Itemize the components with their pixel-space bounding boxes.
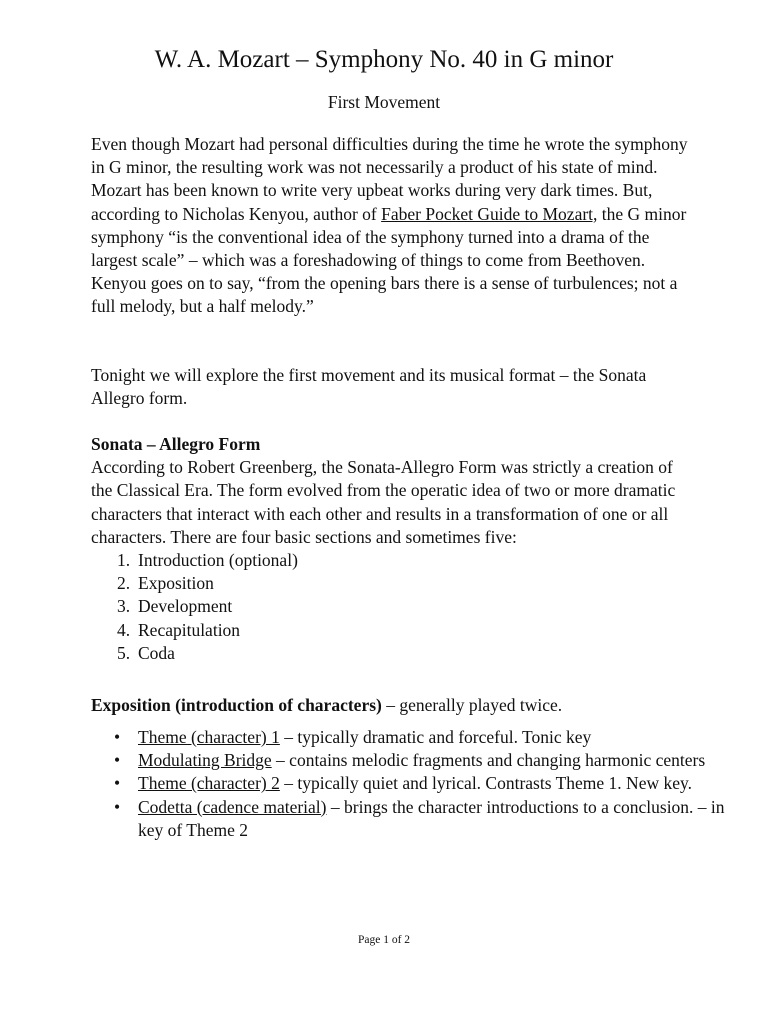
list-item [117, 619, 691, 642]
list-item [117, 572, 691, 595]
list-item [114, 726, 738, 749]
exposition-bullets [91, 726, 738, 842]
list-item-label: Exposition [138, 573, 214, 594]
list-number: 5. [117, 642, 131, 663]
list-number: 4. [117, 619, 131, 640]
book-title: Faber Pocket Guide to Mozart, [381, 203, 598, 224]
list-item [114, 772, 738, 795]
intro-text-part2: the G minor symphony “is the conventional idea of the symphony turned into a drama of the largest scale” – which was a foreshadowing of things to come from Beethoven. Kenyou goes on to say, “from the opening bars there is a sense of turbulences; not a full melody, but a half melody.” [91, 203, 687, 317]
list-item-label: Introduction (optional) [138, 550, 298, 571]
list-item [114, 796, 738, 842]
list-number: 3. [117, 596, 131, 617]
tonight-paragraph: Tonight we will explore the first movement and its musical format – the Sonata Allegro form. [91, 365, 647, 409]
bullet-desc: – contains melodic fragments and changing harmonic centers [271, 750, 706, 771]
sonata-section [91, 433, 691, 665]
list-item-label: Recapitulation [138, 619, 241, 640]
bullet-icon: • [114, 750, 121, 771]
list-item [117, 642, 691, 665]
bullet-icon: • [114, 727, 121, 747]
list-item [114, 749, 738, 772]
bullet-desc: – typically quiet and lyrical. Contrasts Theme 1. New key. [279, 773, 692, 794]
list-item-label: Coda [138, 642, 175, 663]
bullet-desc: – brings the character introductions to a conclusion. – in key of Theme 2 [138, 796, 725, 840]
list-item [117, 595, 691, 618]
page-footer: Page 1 of 2 [357, 934, 411, 946]
exposition-note: – generally played twice. [381, 695, 563, 715]
exposition-heading-line [91, 694, 691, 717]
bullet-desc: – typically dramatic and forceful. Tonic key [279, 727, 592, 747]
page-subtitle: First Movement [327, 92, 441, 112]
sections-list [91, 549, 691, 665]
sonata-text: According to Robert Greenberg, the Sonata-Allegro Form was strictly a creation of the Classical Era. The form evolved from the operatic idea of two or more dramatic characters that interact with each other and results in a transformation of one or all characters. There are four basic sections and sometimes five: [91, 457, 676, 547]
list-item [117, 549, 691, 572]
intro-paragraph [91, 133, 691, 319]
exposition-heading: Exposition (introduction of characters) [91, 695, 382, 715]
bullet-icon: • [114, 773, 121, 794]
bullet-term: Codetta (cadence material) [138, 796, 327, 817]
bullet-icon: • [114, 796, 121, 817]
bullet-term: Theme (character) 1 [138, 727, 280, 747]
bullet-term: Theme (character) 2 [138, 773, 280, 794]
list-number: 1. [117, 550, 131, 571]
sonata-heading: Sonata – Allegro Form [91, 434, 261, 454]
page-title: W. A. Mozart – Symphony No. 40 in G minor [154, 46, 614, 73]
list-item-label: Development [138, 596, 233, 617]
list-number: 2. [117, 573, 131, 594]
bullet-term: Modulating Bridge [138, 750, 272, 771]
intro-text-part1: Even though Mozart had personal difficulties during the time he wrote the symphony in G minor, the resulting work was not necessarily a product of his state of mind. Mozart has been known to write very upbeat works during very dark times. But, according to Nicholas Kenyou, author of [91, 134, 688, 224]
